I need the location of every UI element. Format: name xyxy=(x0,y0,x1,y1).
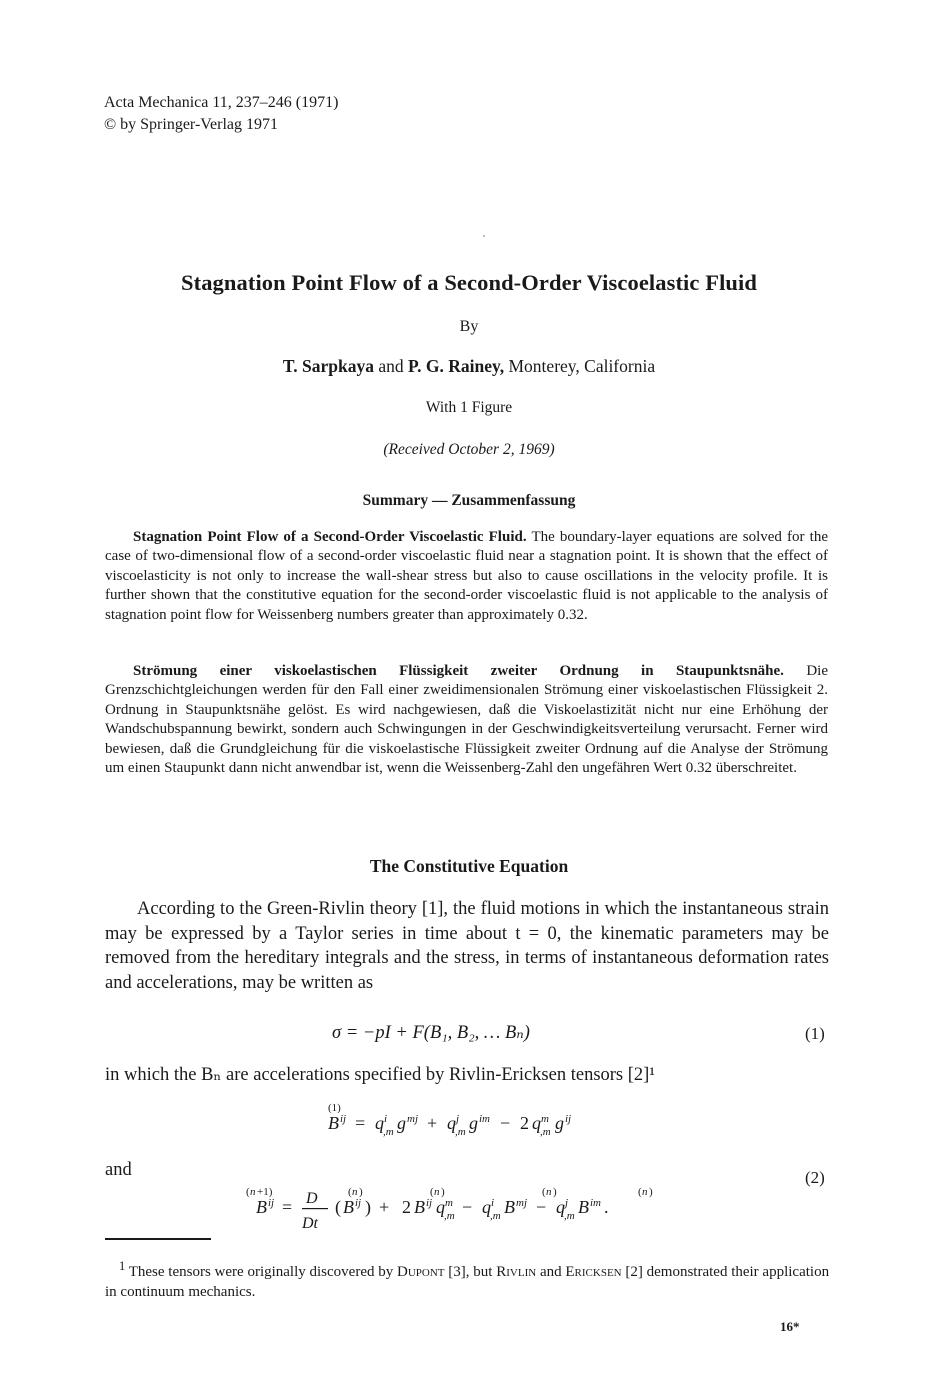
svg-text:g: g xyxy=(469,1113,478,1133)
equation-1: σ = −pI + F(B₁, B₂, … Bₙ) xyxy=(332,1023,530,1043)
svg-text:ij: ij xyxy=(565,1113,572,1125)
svg-text:ij: ij xyxy=(340,1113,347,1125)
figure-count-note: With 1 Figure xyxy=(425,399,513,416)
svg-text:im: im xyxy=(590,1197,601,1209)
svg-text:n: n xyxy=(434,1186,440,1198)
svg-text:.: . xyxy=(604,1197,609,1217)
tensor-intro-line: in which the Bₙ are accelerations specified by Rivlin-Ericksen tensors [2]¹ xyxy=(105,1065,655,1085)
svg-text:n: n xyxy=(546,1186,552,1198)
svg-text:i: i xyxy=(491,1197,495,1209)
svg-text:m: m xyxy=(445,1197,453,1209)
svg-text:g: g xyxy=(555,1113,564,1133)
body-paragraph: According to the Green-Rivlin theory [1], the fluid motions in which the instantaneous strain may be expressed by a Taylor series in time about t = 0, the kinematic parameters may be removed from the hereditary integrals and the stress, in terms of instantaneous deformation rates and accelerations, may be written as xyxy=(105,899,829,993)
svg-text:B: B xyxy=(256,1197,267,1217)
abstract-german-title: Strömung einer viskoelastischen Flüssigkeit zweiter Ordnung in Staupunktsnähe. xyxy=(133,663,784,679)
svg-text:D: D xyxy=(306,1190,318,1207)
svg-text:n: n xyxy=(352,1186,358,1198)
svg-text:ij: ij xyxy=(355,1197,362,1209)
svg-text:Dt: Dt xyxy=(302,1215,318,1230)
abstract-english xyxy=(105,528,828,625)
and-connector: and xyxy=(105,1160,132,1180)
svg-text:,m: ,m xyxy=(455,1126,466,1138)
svg-text:): ) xyxy=(649,1186,653,1198)
svg-text:2: 2 xyxy=(520,1113,529,1133)
author-location: Monterey, California xyxy=(508,356,656,376)
svg-text:B: B xyxy=(504,1197,515,1217)
svg-text:q: q xyxy=(532,1113,541,1133)
svg-text:q: q xyxy=(556,1197,565,1217)
svg-text:m: m xyxy=(541,1113,549,1125)
paper-title: Stagnation Point Flow of a Second-Order Viscoelastic Fluid xyxy=(180,270,757,295)
svg-text:j: j xyxy=(565,1197,569,1209)
svg-text:B: B xyxy=(328,1113,339,1133)
svg-text:,m: ,m xyxy=(444,1210,455,1222)
footnote xyxy=(105,1256,829,1302)
svg-text:(: ( xyxy=(542,1186,546,1198)
svg-text:B: B xyxy=(414,1197,425,1217)
svg-text:(: ( xyxy=(246,1186,250,1198)
svg-text:n: n xyxy=(642,1186,648,1198)
svg-text:i: i xyxy=(384,1113,388,1125)
footnote-name-dupont: Dupont xyxy=(397,1264,445,1280)
svg-text:(1): (1) xyxy=(328,1102,341,1114)
footnote-text: [3], but xyxy=(448,1264,493,1280)
svg-text:q: q xyxy=(482,1197,491,1217)
svg-text:): ) xyxy=(365,1197,371,1217)
author-conjunction: and xyxy=(378,356,404,376)
svg-text:g: g xyxy=(397,1113,406,1133)
svg-text:q: q xyxy=(447,1113,456,1133)
svg-text:(: ( xyxy=(348,1186,352,1198)
svg-text:=: = xyxy=(282,1197,293,1217)
footnote-rule xyxy=(105,1238,211,1240)
footnote-name-ericksen: Ericksen xyxy=(565,1264,622,1280)
author-1: T. Sarpkaya xyxy=(282,356,374,376)
copyright-line: © by Springer-Verlag 1971 xyxy=(104,116,279,133)
journal-header xyxy=(104,92,338,136)
by-line: By xyxy=(459,318,479,335)
svg-text:im: im xyxy=(479,1113,490,1125)
svg-text:,m: ,m xyxy=(383,1126,394,1138)
svg-text:q: q xyxy=(436,1197,445,1217)
received-date: (Received October 2, 1969) xyxy=(383,441,555,458)
svg-text:+1): +1) xyxy=(257,1186,273,1198)
author-2: P. G. Rainey, xyxy=(408,356,505,376)
svg-text:): ) xyxy=(553,1186,557,1198)
svg-text:): ) xyxy=(441,1186,445,1198)
svg-text:−: − xyxy=(462,1197,473,1217)
summary-heading: Summary — Zusammenfassung xyxy=(362,492,576,509)
svg-text:2: 2 xyxy=(402,1197,411,1217)
svg-text:n: n xyxy=(250,1186,256,1198)
scan-speck xyxy=(483,235,485,237)
footnote-name-rivlin: Rivlin xyxy=(496,1264,537,1280)
svg-text:+: + xyxy=(427,1113,438,1133)
svg-text:ij: ij xyxy=(268,1197,275,1209)
abstract-english-text: The boundary-layer equations are solved for the case of two-dimensional flow of a second-order viscoelastic fluid near a stagnation point. It is shown that the effect of viscoelasticity is not only to increase the wall-shear stress but also to cause oscillations in the velocity profile. It is further shown that the constitutive equation for the second-order viscoelastic fluid is not applicable to the analysis of stagnation point flow for Weissenberg numbers greater than approximately 0.32. xyxy=(105,529,828,623)
svg-text:ij: ij xyxy=(426,1197,433,1209)
svg-text:mj: mj xyxy=(516,1197,527,1209)
svg-text:+: + xyxy=(379,1197,390,1217)
svg-text:j: j xyxy=(456,1113,460,1125)
section-heading: The Constitutive Equation xyxy=(369,856,569,876)
page-number: 16* xyxy=(780,1319,800,1334)
svg-text:,m: ,m xyxy=(490,1210,501,1222)
author-line xyxy=(0,356,938,377)
journal-citation: Acta Mechanica 11, 237–246 (1971) xyxy=(104,94,339,111)
abstract-german-text: Die Grenzschichtgleichungen werden für den Fall einer zweidimensionalen Strömung einer viskoelastischen Flüssigkeit 2. Ordnung in Staupunktsnähe gelöst. Es wird nachgewiesen, daß die Viskoelastizität nicht nur eine Erhöhung der Wandschubspannung bewirkt, sondern auch Schwingungen in der Geschwindigkeitsverteilung verursacht. Ferner wird bewiesen, daß die Grundgleichung für die viskoelastische Flüssigkeit zweiter Ordnung auf die Analyse der Strömung um einen Staupunkt dann nicht anwendbar ist, wenn die Weissenberg-Zahl den ungefähren Wert 0.32 überschreitet. xyxy=(105,663,829,777)
svg-text:q: q xyxy=(375,1113,384,1133)
equation-1-number: (1) xyxy=(805,1024,825,1043)
rivlin-ericksen-equations xyxy=(240,1095,710,1230)
svg-text:(: ( xyxy=(335,1197,341,1217)
footnote-marker: 1 xyxy=(119,1259,126,1273)
footnote-text: and xyxy=(539,1264,562,1280)
abstract-german xyxy=(105,662,828,778)
svg-text:−: − xyxy=(500,1113,511,1133)
svg-text:mj: mj xyxy=(407,1113,418,1125)
abstract-english-title: Stagnation Point Flow of a Second-Order Viscoelastic Fluid. xyxy=(133,529,527,545)
svg-text:): ) xyxy=(359,1186,363,1198)
svg-text:(: ( xyxy=(638,1186,642,1198)
svg-text:,m: ,m xyxy=(564,1210,575,1222)
svg-text:,m: ,m xyxy=(540,1126,551,1138)
svg-text:−: − xyxy=(536,1197,547,1217)
svg-text:(: ( xyxy=(430,1186,434,1198)
footnote-text: These tensors were originally discovered by xyxy=(128,1264,394,1280)
svg-text:B: B xyxy=(578,1197,589,1217)
svg-text:=: = xyxy=(355,1113,366,1133)
equation-2-number: (2) xyxy=(805,1168,825,1187)
footnote-text: [2] demonstrated their application in continuum mechanics. xyxy=(105,1264,830,1300)
svg-text:B: B xyxy=(343,1197,354,1217)
